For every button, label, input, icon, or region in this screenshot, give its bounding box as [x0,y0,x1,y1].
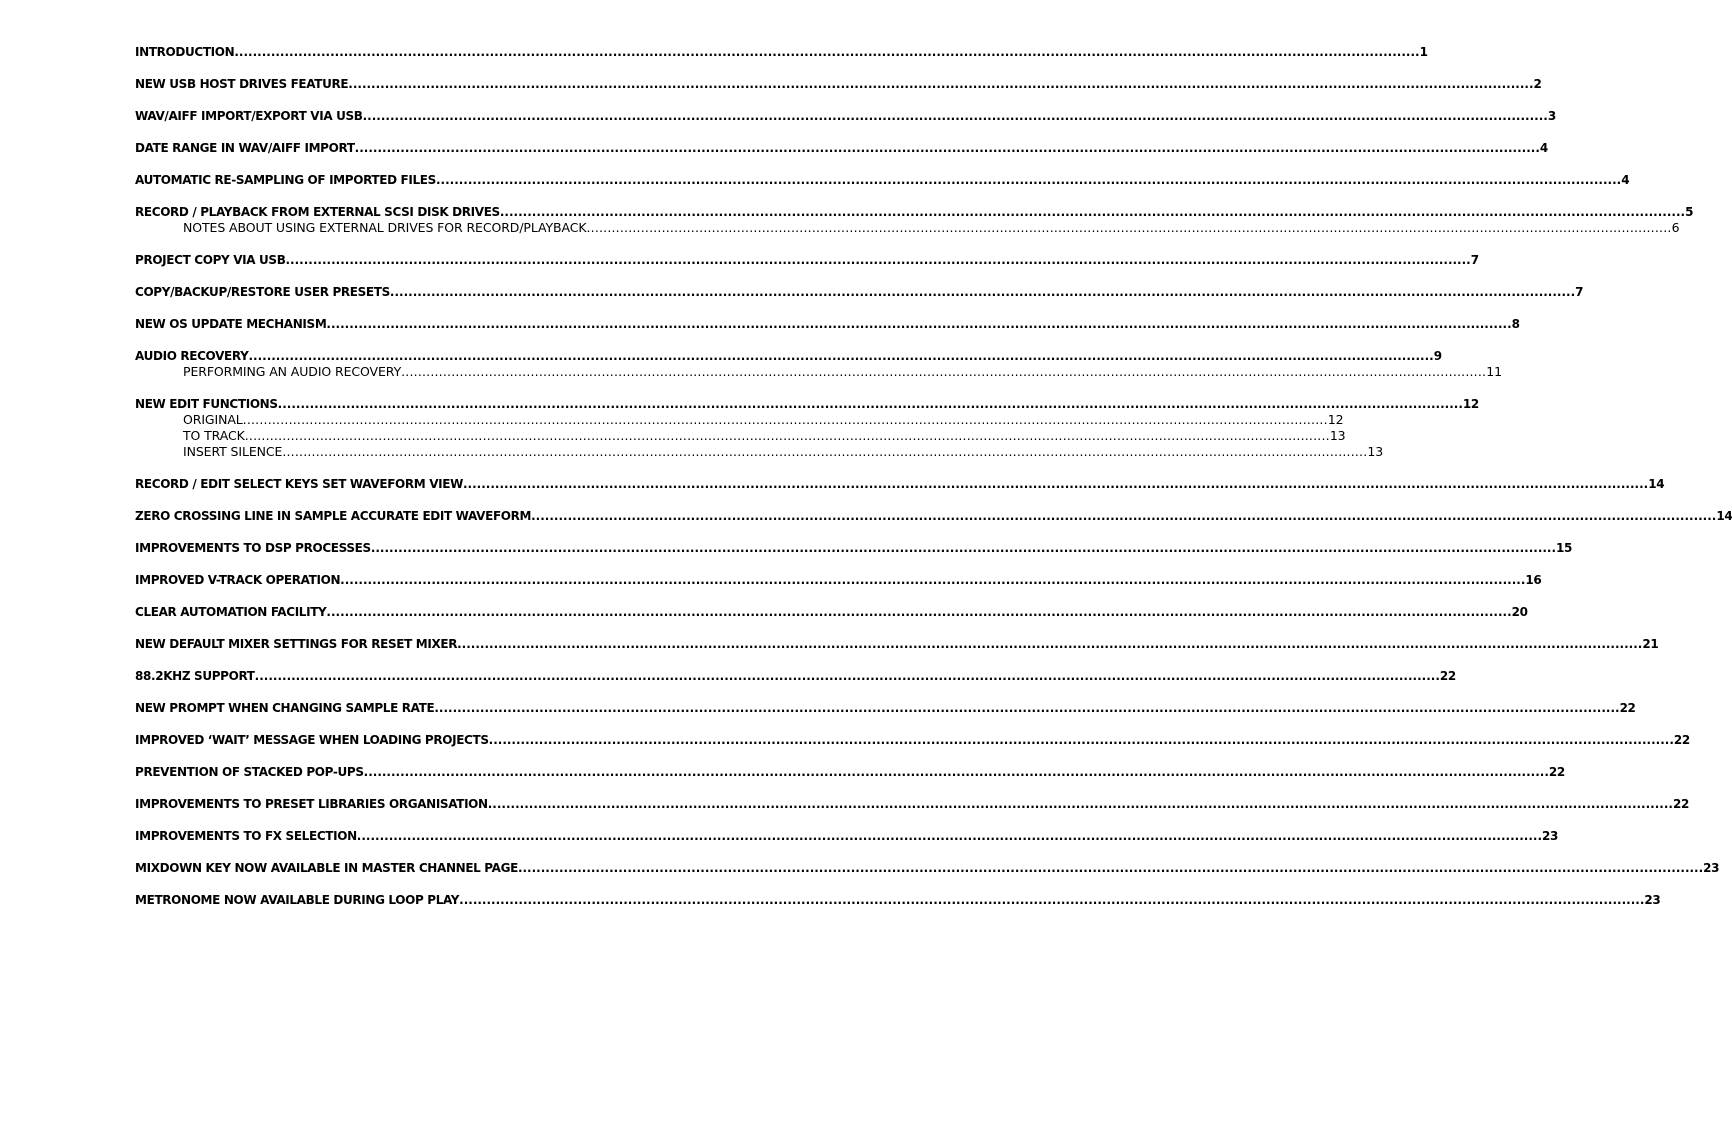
toc-entry[interactable] [135,540,1573,556]
toc-page-number: 5 [1685,205,1694,219]
toc-entry-title: PREVENTION OF STACKED POP-UPS [135,765,364,779]
toc-spacer [135,716,690,732]
toc-entry-title: ZERO CROSSING LINE IN SAMPLE ACCURATE EDIT WAVEFORM [135,509,532,523]
toc-leader-dots: .................................................................................................................................................................................................................................................................... [326,605,1512,619]
toc-spacer [135,60,690,76]
toc-spacer [135,124,690,140]
toc-spacer [135,748,690,764]
toc-subentry[interactable] [135,220,1680,236]
toc-page-number: 23 [1542,829,1559,843]
toc-page-number: 2 [1533,77,1542,91]
toc-page-number: 22 [1548,765,1565,779]
toc-entry-title: AUTOMATIC RE-SAMPLING OF IMPORTED FILES [135,173,436,187]
toc-entry-title: TO TRACK [183,428,245,443]
toc-entry[interactable] [135,348,1442,364]
toc-leader-dots: .................................................................................................................................................................................................................................................................... [354,141,1540,155]
toc-page-number: 22 [1673,733,1690,747]
toc-entry[interactable] [135,476,1665,492]
toc-entry-title: COPY/BACKUP/RESTORE USER PRESETS [135,285,390,299]
toc-entry[interactable] [135,828,1559,844]
toc-spacer [135,812,690,828]
toc-leader-dots: .................................................................................................................................................................................................................................................................... [389,285,1576,299]
toc-leader-dots: .................................................................................................................................................................................................................................................................... [487,797,1673,811]
toc-page-number: 13 [1329,428,1346,443]
toc-subentry[interactable] [135,428,1346,444]
toc-subentry[interactable] [135,364,1502,380]
toc-leader-dots: .................................................................................................................................................................................................................................................................... [363,765,1549,779]
toc-page-number: 1 [1419,45,1428,59]
toc-entry[interactable] [135,316,1520,332]
toc-entry-title: IMPROVEMENTS TO PRESET LIBRARIES ORGANISATION [135,797,488,811]
toc-entry-title: NEW EDIT FUNCTIONS [135,397,278,411]
toc-entry-title: AUDIO RECOVERY [135,349,249,363]
toc-entry-title: PROJECT COPY VIA USB [135,253,286,267]
toc-entry[interactable] [135,108,1556,124]
toc-leader-dots: .................................................................................................................................................................................................................................................................... [362,109,1548,123]
toc-page-number: 15 [1556,541,1573,555]
toc-entry-title: PERFORMING AN AUDIO RECOVERY [183,364,402,379]
toc-entry[interactable] [135,636,1659,652]
toc-spacer [135,844,690,860]
toc-page-number: 4 [1621,173,1630,187]
toc-entry-title: INSERT SILENCE [183,444,283,459]
toc-spacer [135,300,690,316]
toc-entry[interactable] [135,796,1689,812]
toc-entry[interactable] [135,396,1479,412]
toc-page-number: 22 [1619,701,1636,715]
toc-page-number: 20 [1511,605,1528,619]
toc-page-number: 7 [1470,253,1479,267]
toc-leader-dots: .................................................................................................................................................................................................................................................................... [277,397,1463,411]
toc-entry[interactable] [135,764,1565,780]
toc-entry[interactable] [135,284,1584,300]
toc-page-number: 8 [1511,317,1520,331]
toc-entry-title: NEW PROMPT WHEN CHANGING SAMPLE RATE [135,701,435,715]
toc-leader-dots: .................................................................................................................................................................................................................................................................... [234,45,1420,59]
toc-leader-dots: .................................................................................................................................................................................................................................................................... [462,477,1649,491]
toc-entry-title: METRONOME NOW AVAILABLE DURING LOOP PLAY [135,893,460,907]
toc-leader-dots: .................................................................................................................................................................................................................................................................... [499,205,1686,219]
toc-entry-title: WAV/AIFF IMPORT/EXPORT VIA USB [135,109,363,123]
toc-entry[interactable] [135,668,1456,684]
toc-leader-dots: .................................................................................................................................................................................................................................................................... [326,317,1512,331]
toc-leader-dots: .................................................................................................................................................................................................................................................................... [282,444,1368,459]
toc-spacer [135,780,690,796]
toc-page-number: 22 [1672,797,1689,811]
toc-entry[interactable] [135,172,1630,188]
toc-spacer [135,588,690,604]
toc-leader-dots: .................................................................................................................................................................................................................................................................... [356,829,1543,843]
toc-spacer [135,332,690,348]
toc-page-number: 14 [1648,477,1665,491]
toc-spacer [135,156,690,172]
toc-spacer [135,876,690,892]
toc-page-number: 12 [1462,397,1479,411]
toc-spacer [135,460,690,476]
toc-entry[interactable] [135,860,1720,876]
toc-subentry[interactable] [135,412,1344,428]
toc-entry[interactable] [135,508,1732,524]
toc-page-number: 9 [1433,349,1442,363]
toc-page-number: 12 [1327,412,1344,427]
toc-leader-dots: .................................................................................................................................................................................................................................................................... [531,509,1717,523]
toc-leader-dots: .................................................................................................................................................................................................................................................................... [370,541,1557,555]
table-of-contents [135,44,1732,908]
toc-leader-dots: .................................................................................................................................................................................................................................................................... [242,412,1328,427]
toc-entry-title: NEW DEFAULT MIXER SETTINGS FOR RESET MIXER [135,637,458,651]
toc-entry[interactable] [135,604,1528,620]
toc-entry-title: CLEAR AUTOMATION FACILITY [135,605,327,619]
toc-leader-dots: .................................................................................................................................................................................................................................................................... [435,173,1622,187]
toc-entry[interactable] [135,700,1636,716]
toc-leader-dots: .................................................................................................................................................................................................................................................................... [459,893,1645,907]
toc-page-number: 21 [1642,637,1659,651]
toc-spacer [135,620,690,636]
toc-spacer [135,556,690,572]
toc-spacer [135,652,690,668]
toc-entry[interactable] [135,572,1542,588]
toc-spacer [135,380,690,396]
toc-entry-title: MIXDOWN KEY NOW AVAILABLE IN MASTER CHANNEL PAGE [135,861,518,875]
toc-leader-dots: .................................................................................................................................................................................................................................................................... [348,77,1534,91]
toc-subentry[interactable] [135,444,1384,460]
toc-page-number: 4 [1539,141,1548,155]
toc-entry-title: RECORD / PLAYBACK FROM EXTERNAL SCSI DISK DRIVES [135,205,500,219]
toc-entry[interactable] [135,204,1694,220]
toc-entry-title: IMPROVEMENTS TO FX SELECTION [135,829,357,843]
toc-page-number: 7 [1575,285,1584,299]
toc-page-number: 16 [1525,573,1542,587]
toc-page-number: 22 [1439,669,1456,683]
toc-entry-title: NOTES ABOUT USING EXTERNAL DRIVES FOR RECORD/PLAYBACK [183,220,587,235]
toc-leader-dots: .................................................................................................................................................................................................................................................................... [244,428,1330,443]
toc-entry-title: 88.2KHZ SUPPORT [135,669,255,683]
toc-spacer [135,492,690,508]
toc-page-number: 14 [1716,509,1732,523]
toc-entry[interactable] [135,892,1661,908]
toc-entry-title: NEW USB HOST DRIVES FEATURE [135,77,349,91]
toc-page-number: 11 [1486,364,1502,379]
toc-entry-title: IMPROVED ‘WAIT’ MESSAGE WHEN LOADING PROJECTS [135,733,489,747]
toc-entry-title: ORIGINAL [183,412,243,427]
toc-leader-dots: .................................................................................................................................................................................................................................................................... [254,669,1440,683]
toc-entry[interactable] [135,732,1690,748]
toc-leader-dots: .................................................................................................................................................................................................................................................................... [457,637,1643,651]
toc-spacer [135,268,690,284]
toc-entry-title: DATE RANGE IN WAV/AIFF IMPORT [135,141,355,155]
toc-leader-dots: .................................................................................................................................................................................................................................................................... [517,861,1704,875]
toc-leader-dots: .................................................................................................................................................................................................................................................................... [248,349,1434,363]
toc-entry[interactable] [135,76,1542,92]
toc-spacer [135,524,690,540]
toc-spacer [135,684,690,700]
toc-leader-dots: .................................................................................................................................................................................................................................................................... [340,573,1526,587]
toc-entry[interactable] [135,44,1428,60]
toc-entry[interactable] [135,140,1548,156]
toc-entry-title: IMPROVEMENTS TO DSP PROCESSES [135,541,371,555]
toc-leader-dots: .................................................................................................................................................................................................................................................................... [285,253,1471,267]
toc-page-number: 13 [1367,444,1384,459]
toc-entry-title: INTRODUCTION [135,45,235,59]
toc-leader-dots: .................................................................................................................................................................................................................................................................... [434,701,1620,715]
toc-leader-dots: .................................................................................................................................................................................................................................................................... [488,733,1674,747]
toc-leader-dots: .................................................................................................................................................................................................................................................................... [401,364,1487,379]
toc-spacer [135,92,690,108]
toc-leader-dots: .................................................................................................................................................................................................................................................................... [586,220,1672,235]
toc-page-number: 23 [1644,893,1661,907]
toc-entry-title: NEW OS UPDATE MECHANISM [135,317,327,331]
toc-entry[interactable] [135,252,1479,268]
toc-page-number: 3 [1547,109,1556,123]
toc-page-number: 23 [1703,861,1720,875]
toc-spacer [135,236,690,252]
toc-spacer [135,188,690,204]
toc-entry-title: RECORD / EDIT SELECT KEYS SET WAVEFORM VIEW [135,477,463,491]
toc-page-number: 6 [1671,220,1680,235]
toc-entry-title: IMPROVED V-TRACK OPERATION [135,573,341,587]
